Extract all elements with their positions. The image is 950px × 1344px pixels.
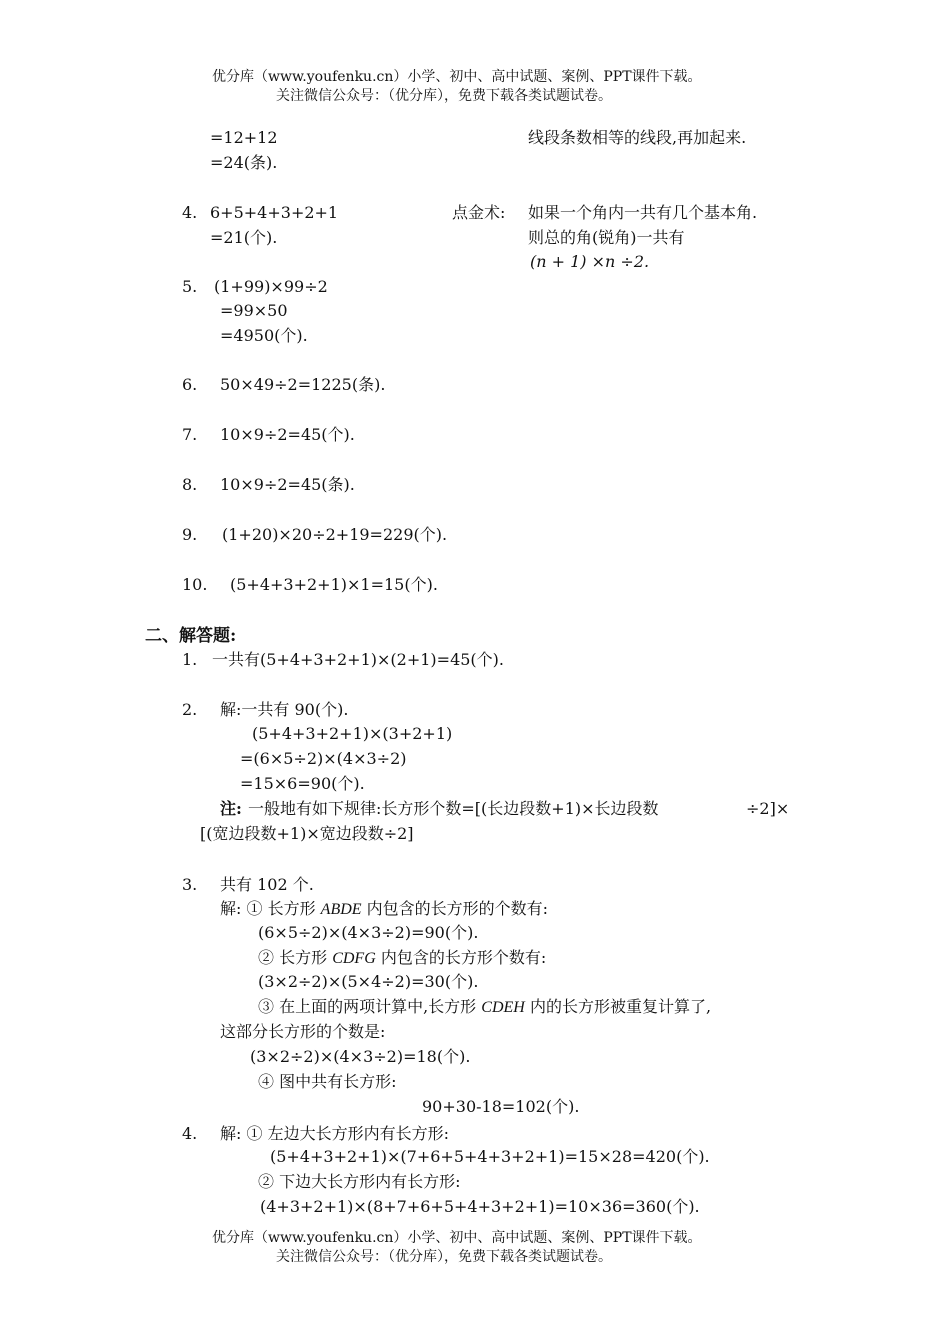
item5-line1: (1+99)×99÷2 bbox=[214, 277, 328, 296]
q1-text: 一共有(5+4+3+2+1)×(2+1)=45(个). bbox=[212, 650, 505, 669]
header-line-1: 优分库（www.youfenku.cn）小学、初中、高中试题、案例、PPT课件下载。 bbox=[212, 69, 702, 85]
item10-text: (5+4+3+2+1)×1=15(个). bbox=[230, 575, 438, 594]
section-title: 二、解答题: bbox=[145, 626, 237, 646]
item9-number: 9. bbox=[182, 525, 198, 544]
q3-step3-line2: 这部分长方形的个数是: bbox=[220, 1022, 386, 1041]
q4-step1-calc: (5+4+3+2+1)×(7+6+5+4+3+2+1)=15×28=420(个). bbox=[270, 1147, 710, 1166]
q3-step3 bbox=[258, 997, 711, 1018]
q3-step3-prefix: ③ 在上面的两项计算中,长方形 bbox=[258, 997, 477, 1016]
item5-line3: =4950(个). bbox=[220, 326, 308, 345]
q3-step4: ④ 图中共有长方形: bbox=[258, 1072, 397, 1091]
q4-step2: ② 下边大长方形内有长方形: bbox=[258, 1172, 461, 1191]
q3-step3-suffix: 内的长方形被重复计算了, bbox=[529, 997, 712, 1016]
q3-step2 bbox=[258, 948, 546, 969]
q3-step2-var: CDFG bbox=[332, 950, 376, 967]
q3-step1-calc: (6×5÷2)×(4×3÷2)=90(个). bbox=[258, 923, 479, 942]
q4-step2-calc: (4+3+2+1)×(8+7+6+5+4+3+2+1)=10×36=360(个). bbox=[260, 1197, 700, 1216]
footer-line-2: 关注微信公众号：（优分库），免费下载各类试题试卷。 bbox=[276, 1249, 612, 1265]
q2-note-line1: 一般地有如下规律:长方形个数=[(长边段数+1)×长边段数 bbox=[248, 799, 659, 818]
q2-line2: (5+4+3+2+1)×(3+2+1) bbox=[252, 724, 453, 743]
q4-number: 4. bbox=[182, 1124, 198, 1143]
item6-number: 6. bbox=[182, 375, 198, 394]
q2-number: 2. bbox=[182, 700, 198, 719]
item4-number: 4. bbox=[182, 203, 198, 222]
q3-number: 3. bbox=[182, 875, 198, 894]
item3-line2: =24(条). bbox=[210, 153, 278, 172]
q2-note-line2: [(宽边段数+1)×宽边段数÷2] bbox=[200, 824, 414, 843]
q2-line3: =(6×5÷2)×(4×3÷2) bbox=[240, 749, 407, 768]
q3-step2-prefix: ② 长方形 bbox=[258, 948, 328, 967]
q2-line1: 解:一共有 90(个). bbox=[220, 700, 349, 719]
q3-step2-suffix: 内包含的长方形个数有: bbox=[380, 948, 547, 967]
item5-line2: =99×50 bbox=[220, 301, 288, 320]
item6-text: 50×49÷2=1225(条). bbox=[220, 375, 386, 394]
item4-line1: 6+5+4+3+2+1 bbox=[210, 203, 339, 222]
item7-number: 7. bbox=[182, 425, 198, 444]
item5-number: 5. bbox=[182, 277, 198, 296]
item9-text: (1+20)×20÷2+19=229(个). bbox=[222, 525, 448, 544]
item3-note: 线段条数相等的线段,再加起来. bbox=[528, 128, 747, 147]
q3-step4-calc: 90+30-18=102(个). bbox=[422, 1097, 580, 1116]
q2-note-label: 注: bbox=[220, 799, 242, 818]
q3-step3-calc: (3×2÷2)×(4×3÷2)=18(个). bbox=[250, 1047, 471, 1066]
q3-step3-var: CDEH bbox=[481, 999, 525, 1016]
item10-number: 10. bbox=[182, 575, 208, 594]
footer-line-1: 优分库（www.youfenku.cn）小学、初中、高中试题、案例、PPT课件下载。 bbox=[212, 1230, 702, 1246]
q2-line4: =15×6=90(个). bbox=[240, 774, 365, 793]
item8-number: 8. bbox=[182, 475, 198, 494]
q3-step1-suffix: 内包含的长方形的个数有: bbox=[366, 899, 549, 918]
q1-number: 1. bbox=[182, 650, 198, 669]
header-line-2: 关注微信公众号：（优分库），免费下载各类试题试卷。 bbox=[276, 88, 612, 104]
q3-step1 bbox=[220, 899, 548, 920]
q3-step2-calc: (3×2÷2)×(5×4÷2)=30(个). bbox=[258, 972, 479, 991]
q4-step1: 解: ① 左边大长方形内有长方形: bbox=[220, 1124, 449, 1143]
q3-step1-var: ABDE bbox=[320, 901, 362, 918]
item4-tip-label: 点金术: bbox=[452, 203, 506, 222]
item3-line1: =12+12 bbox=[210, 128, 278, 147]
item4-tip-line2: 则总的角(锐角)一共有 bbox=[528, 228, 685, 247]
item7-text: 10×9÷2=45(个). bbox=[220, 425, 355, 444]
q2-note-line1-tail: ÷2]× bbox=[746, 799, 790, 818]
item4-tip-formula: (n + 1) ×n ÷2. bbox=[530, 252, 650, 271]
item4-line2: =21(个). bbox=[210, 228, 278, 247]
q3-line1: 共有 102 个. bbox=[220, 875, 314, 894]
item4-tip-line1: 如果一个角内一共有几个基本角. bbox=[528, 203, 758, 222]
item8-text: 10×9÷2=45(条). bbox=[220, 475, 355, 494]
q3-step1-prefix: 解: ① 长方形 bbox=[220, 899, 316, 918]
